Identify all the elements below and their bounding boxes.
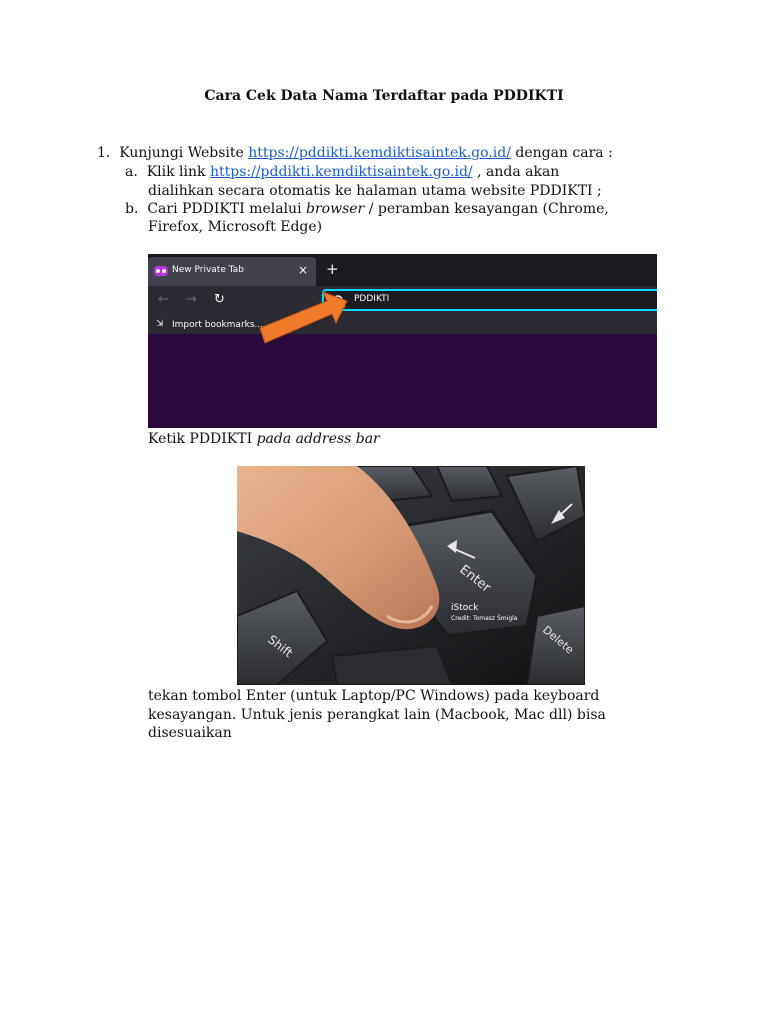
step-1-text-after: dengan cara : xyxy=(515,145,613,161)
caption-1-italic: pada address bar xyxy=(256,431,380,447)
orange-arrow-icon xyxy=(148,254,657,428)
forward-icon: → xyxy=(186,292,197,307)
step-1b-marker: b. xyxy=(125,201,139,217)
address-bar-text: PDDIKTI xyxy=(354,294,390,304)
new-tab-icon: + xyxy=(326,260,339,278)
step-1a-text: Klik link xyxy=(146,164,206,180)
page-title: Cara Cek Data Nama Terdaftar pada PDDIKTI xyxy=(204,88,564,104)
caption-enter-line3: disesuaikan xyxy=(148,725,232,741)
browser-tab-label: New Private Tab xyxy=(172,265,244,275)
step-1b-text: Cari PDDIKTI melalui xyxy=(147,201,302,217)
import-bookmarks-label: Import bookmarks... xyxy=(172,320,264,330)
pddikti-link[interactable]: https://pddikti.kemdiktisaintek.go.id/ xyxy=(248,145,511,161)
delete-key-label: Delete xyxy=(540,623,577,657)
photo-credit: Credit: Tomasz Śmigla xyxy=(451,615,518,622)
step-1a xyxy=(125,163,559,182)
keyboard-illustration xyxy=(237,466,585,685)
browser-screenshot xyxy=(148,254,657,428)
step-1-number: 1. xyxy=(97,145,111,161)
keyboard-photo xyxy=(237,466,585,685)
caption-enter-line2: kesayangan. Untuk jenis perangkat lain (Macbook, Mac dll) bisa xyxy=(148,707,606,723)
step-1b-line2: Firefox, Microsoft Edge) xyxy=(148,219,323,235)
reload-icon: ↻ xyxy=(214,292,225,307)
step-1a-line2: dialihkan secara otomatis ke halaman utama website PDDIKTI ; xyxy=(148,183,602,199)
step-1b xyxy=(125,200,609,219)
caption-enter-line1: tekan tombol Enter (untuk Laptop/PC Windows) pada keyboard xyxy=(148,688,600,704)
caption-1-text: Ketik PDDIKTI xyxy=(148,431,253,447)
pddikti-link-2[interactable]: https://pddikti.kemdiktisaintek.go.id/ xyxy=(209,164,473,180)
close-icon: × xyxy=(298,263,309,277)
shift-key-label: Shift xyxy=(265,632,296,661)
enter-key-label: Enter xyxy=(456,562,494,596)
istock-watermark: iStock xyxy=(451,603,479,613)
step-1b-italic: browser xyxy=(306,201,365,217)
step-1-text: Kunjungi Website xyxy=(119,145,244,161)
step-1a-marker: a. xyxy=(125,164,138,180)
back-icon: ← xyxy=(158,292,169,307)
step-1b-text-after: / peramban kesayangan (Chrome, xyxy=(368,201,609,217)
caption-address-bar xyxy=(148,430,380,449)
step-1 xyxy=(97,144,613,163)
import-icon: ⇲ xyxy=(156,319,164,329)
step-1a-text-after: , anda akan xyxy=(477,164,560,180)
